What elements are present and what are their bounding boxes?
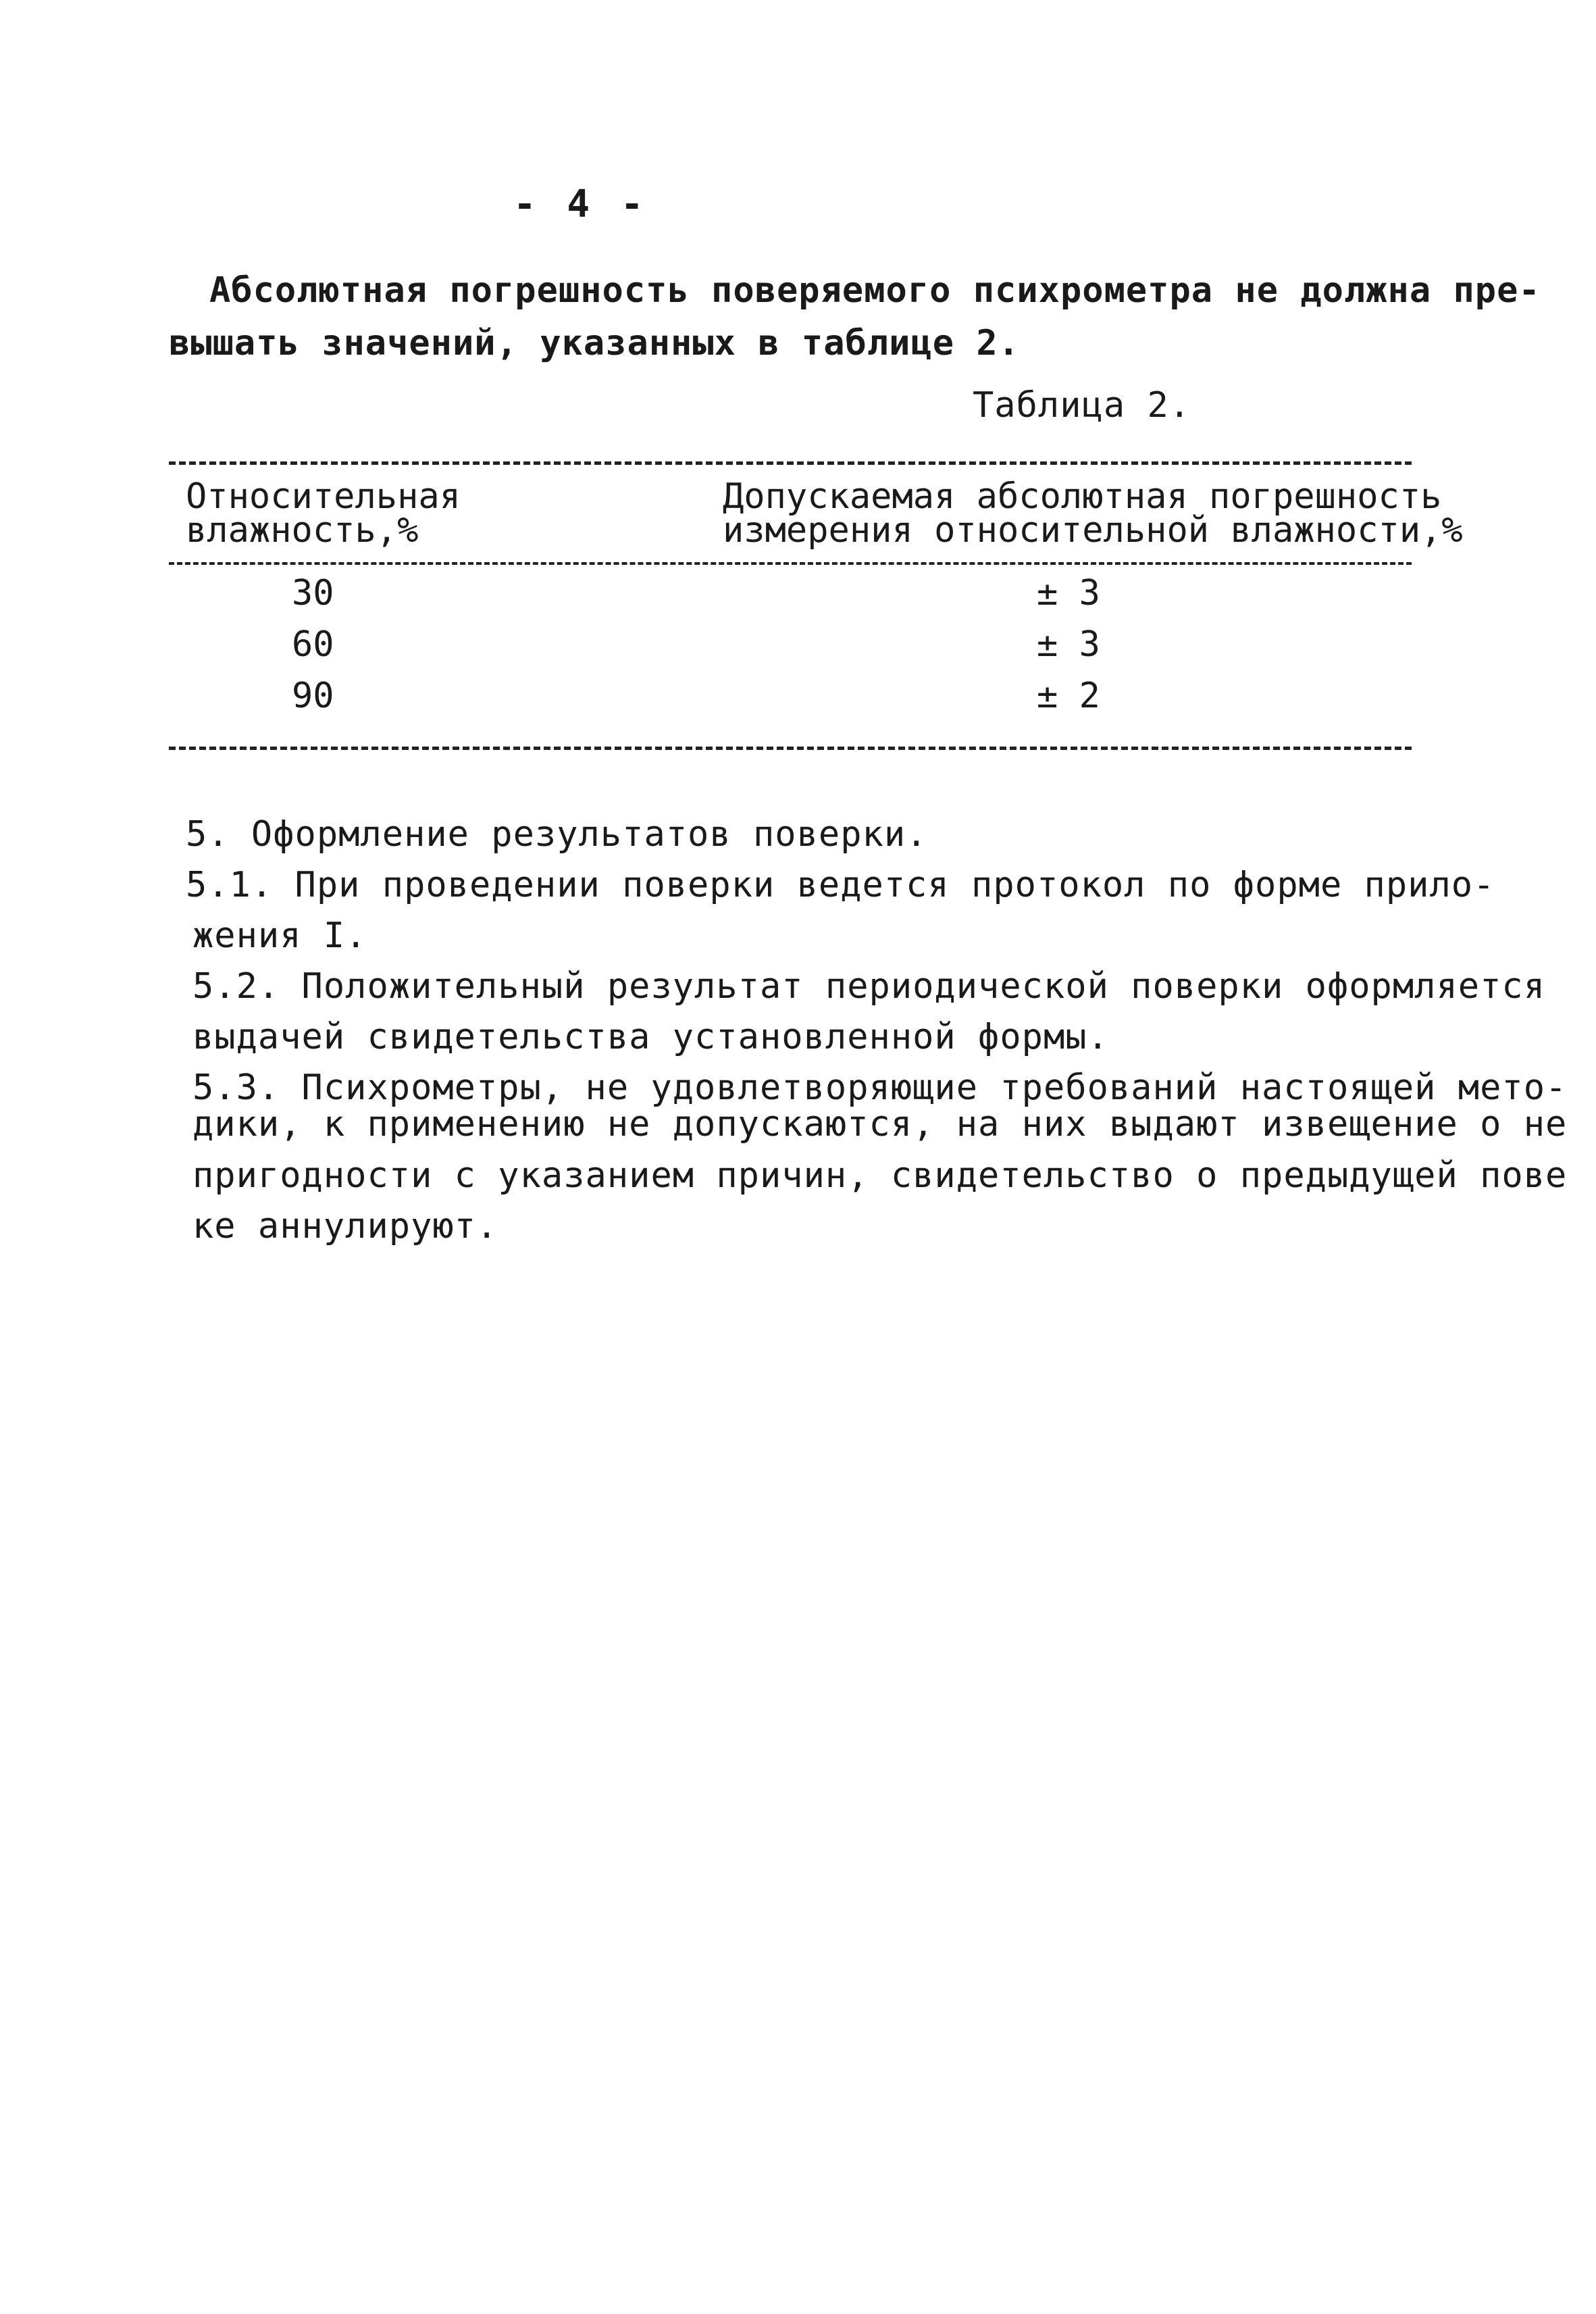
error-value: ± 3 bbox=[1037, 624, 1100, 665]
header-error-line-1: Допускаемая абсолютная погрешность bbox=[723, 476, 1442, 517]
table-top-rule bbox=[169, 461, 1412, 465]
header-humidity-line-1: Относительная bbox=[186, 476, 461, 517]
paragraph-5-3-line-2: дики, к применению не допускаются, на них выдают извещение о не bbox=[192, 1104, 1568, 1145]
page-number: - 4 - bbox=[513, 182, 648, 226]
paragraph-5-3-line-1: 5.3. Психрометры, не удовлетворяющие требований настоящей мето- bbox=[192, 1067, 1568, 1108]
paragraph-5-2-line-2: выдачей свидетельства установленной формы. bbox=[192, 1017, 1109, 1057]
paragraph-5-3-line-3: пригодности с указанием причин, свидетельство о предыдущей пове bbox=[192, 1155, 1568, 1196]
table-header-rule bbox=[169, 562, 1412, 565]
section-5-heading: 5. Оформление результатов поверки. bbox=[186, 814, 928, 855]
intro-line-2: вышать значений, указанных в таблице 2. bbox=[169, 323, 1020, 363]
paragraph-5-1-line-1: 5.1. При проведении поверки ведется протокол по форме прило- bbox=[186, 865, 1495, 905]
error-value: ± 2 bbox=[1037, 676, 1100, 716]
header-humidity-line-2: влажность,% bbox=[186, 510, 419, 551]
intro-line-1: Абсолютная погрешность поверяемого психрометра не должна пре- bbox=[209, 270, 1541, 311]
error-value: ± 3 bbox=[1037, 573, 1100, 613]
paragraph-5-3-line-4: ке аннулируют. bbox=[192, 1206, 498, 1247]
humidity-value: 60 bbox=[292, 624, 334, 665]
table-bottom-rule bbox=[169, 747, 1412, 750]
paragraph-5-2-line-1: 5.2. Положительный результат периодической поверки оформляется bbox=[192, 966, 1546, 1007]
humidity-value: 90 bbox=[292, 676, 334, 716]
humidity-value: 30 bbox=[292, 573, 334, 613]
paragraph-5-1-line-2: жения I. bbox=[192, 915, 367, 956]
table-caption: Таблица 2. bbox=[973, 385, 1191, 426]
header-error-line-2: измерения относительной влажности,% bbox=[723, 510, 1463, 551]
